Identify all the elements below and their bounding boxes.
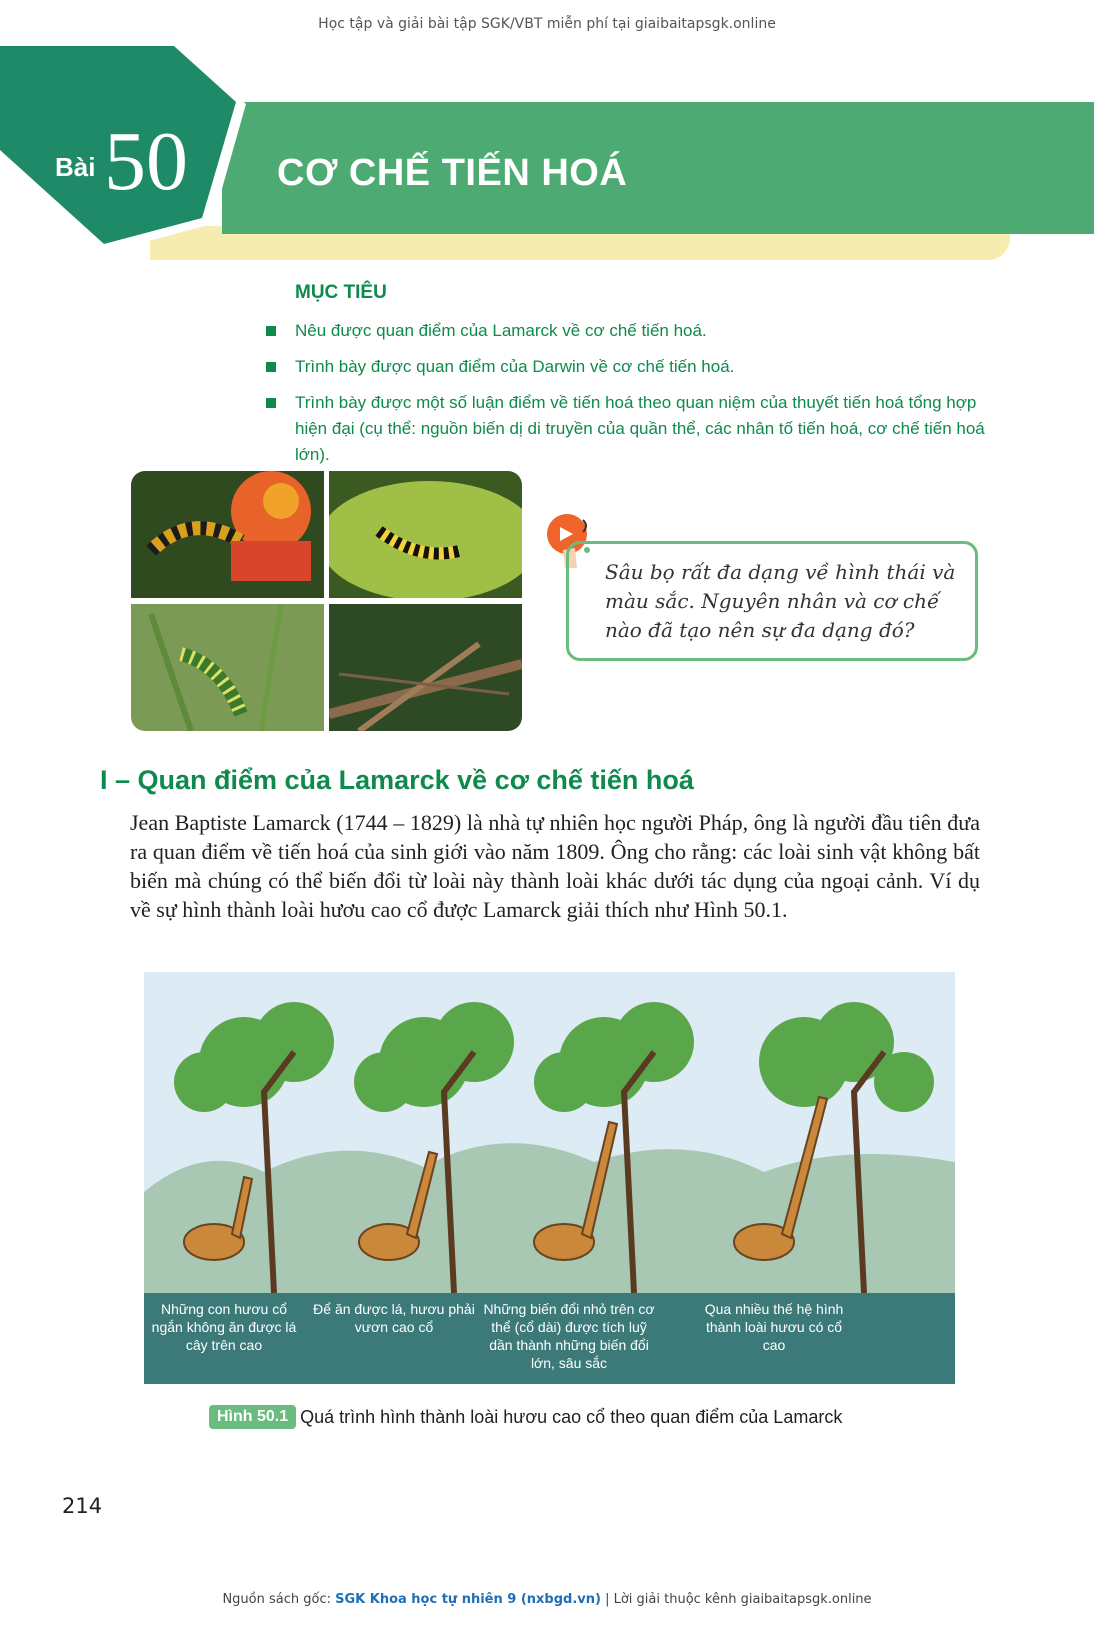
figure-step-caption: Những biến đổi nhỏ trên cơ thể (cổ dài) được tích luỹ dần thành những biến đổi lớn, sâu sắc: [483, 1301, 655, 1371]
section-heading: I – Quan điểm của Lamarck về cơ chế tiến hoá: [100, 765, 694, 795]
figure-step-caption: Những con hươu cổ ngắn không ăn được lá cây trên cao: [151, 1301, 297, 1353]
bullet-icon: [266, 398, 276, 408]
objective-text: Trình bày được một số luận điểm về tiến hoá theo quan niệm của thuyết tiến hoá tổng hợp hiện đại (cụ thể: nguồn biến dị di truyền của quần thể, các nhân tố tiến hoá, cơ chế tiến hoá lớn).: [295, 393, 985, 464]
question-bubble: [566, 541, 978, 661]
insect-photo-grid: [131, 471, 522, 731]
figure-tag: Hình 50.1: [209, 1405, 296, 1429]
bullet-icon: [266, 326, 276, 336]
figure-step-caption: Để ăn được lá, hươu phải vươn cao cổ: [313, 1301, 475, 1335]
figure-label: [209, 1405, 842, 1431]
objectives-list: [266, 318, 986, 478]
photo-green-caterpillar: [131, 604, 324, 731]
photo-stick-insect: [329, 604, 522, 731]
footer-source-link[interactable]: SGK Khoa học tự nhiên 9 (nxbgd.vn): [335, 1592, 601, 1607]
header-note: Học tập và giải bài tập SGK/VBT miễn phí tại giaibaitapsgk.online: [318, 16, 776, 32]
lesson-number: 50: [104, 115, 188, 208]
section-paragraph: Jean Baptiste Lamarck (1744 – 1829) là nhà tự nhiên học người Pháp, ông là người đầu tiên đưa ra quan điểm về tiến hoá của sinh giới vào năm 1809. Ông cho rằng: các loài sinh vật không bất biến mà chúng có thể biến đổi từ loài này thành loài khác dưới tác dụng của ngoại cảnh. Ví dụ về sự hình thành loài hươu cao cổ được Lamarck giải thích như Hình 50.1.: [130, 810, 980, 922]
question-text: Sâu bọ rất đa dạng về hình thái và màu sắc. Nguyên nhân và cơ chế nào đã tạo nên sự đa dạng đó?: [605, 560, 956, 642]
bullet-icon: [266, 362, 276, 372]
objective-text: Trình bày được quan điểm của Darwin về cơ chế tiến hoá.: [295, 357, 735, 376]
figure-caption: Quá trình hình thành loài hươu cao cổ theo quan điểm của Lamarck: [300, 1406, 843, 1427]
lesson-title: CƠ CHẾ TIẾN HOÁ: [277, 152, 628, 194]
photo-caterpillar-flower: [131, 471, 324, 598]
footer-suffix: | Lời giải thuộc kênh giaibaitapsgk.online: [600, 1592, 872, 1607]
figure-step-caption: Qua nhiều thế hệ hình thành loài hươu có cổ cao: [704, 1301, 844, 1353]
giraffe-illustration: [144, 972, 955, 1293]
lesson-label: Bài: [55, 152, 96, 182]
objectives-heading: MỤC TIÊU: [295, 282, 387, 303]
footer-prefix: Nguồn sách gốc:: [222, 1592, 336, 1607]
objective-item: [266, 318, 986, 344]
photo-caterpillar-leaf: [329, 471, 522, 598]
objective-item: [266, 354, 986, 380]
figure-giraffe-evolution: [144, 972, 955, 1384]
objective-item: [266, 390, 986, 468]
page-number: 214: [62, 1494, 103, 1518]
figure-caption-strip: [144, 1293, 955, 1384]
footer-note: [0, 1592, 1094, 1607]
objective-text: Nêu được quan điểm của Lamarck về cơ chế tiến hoá.: [295, 321, 707, 340]
